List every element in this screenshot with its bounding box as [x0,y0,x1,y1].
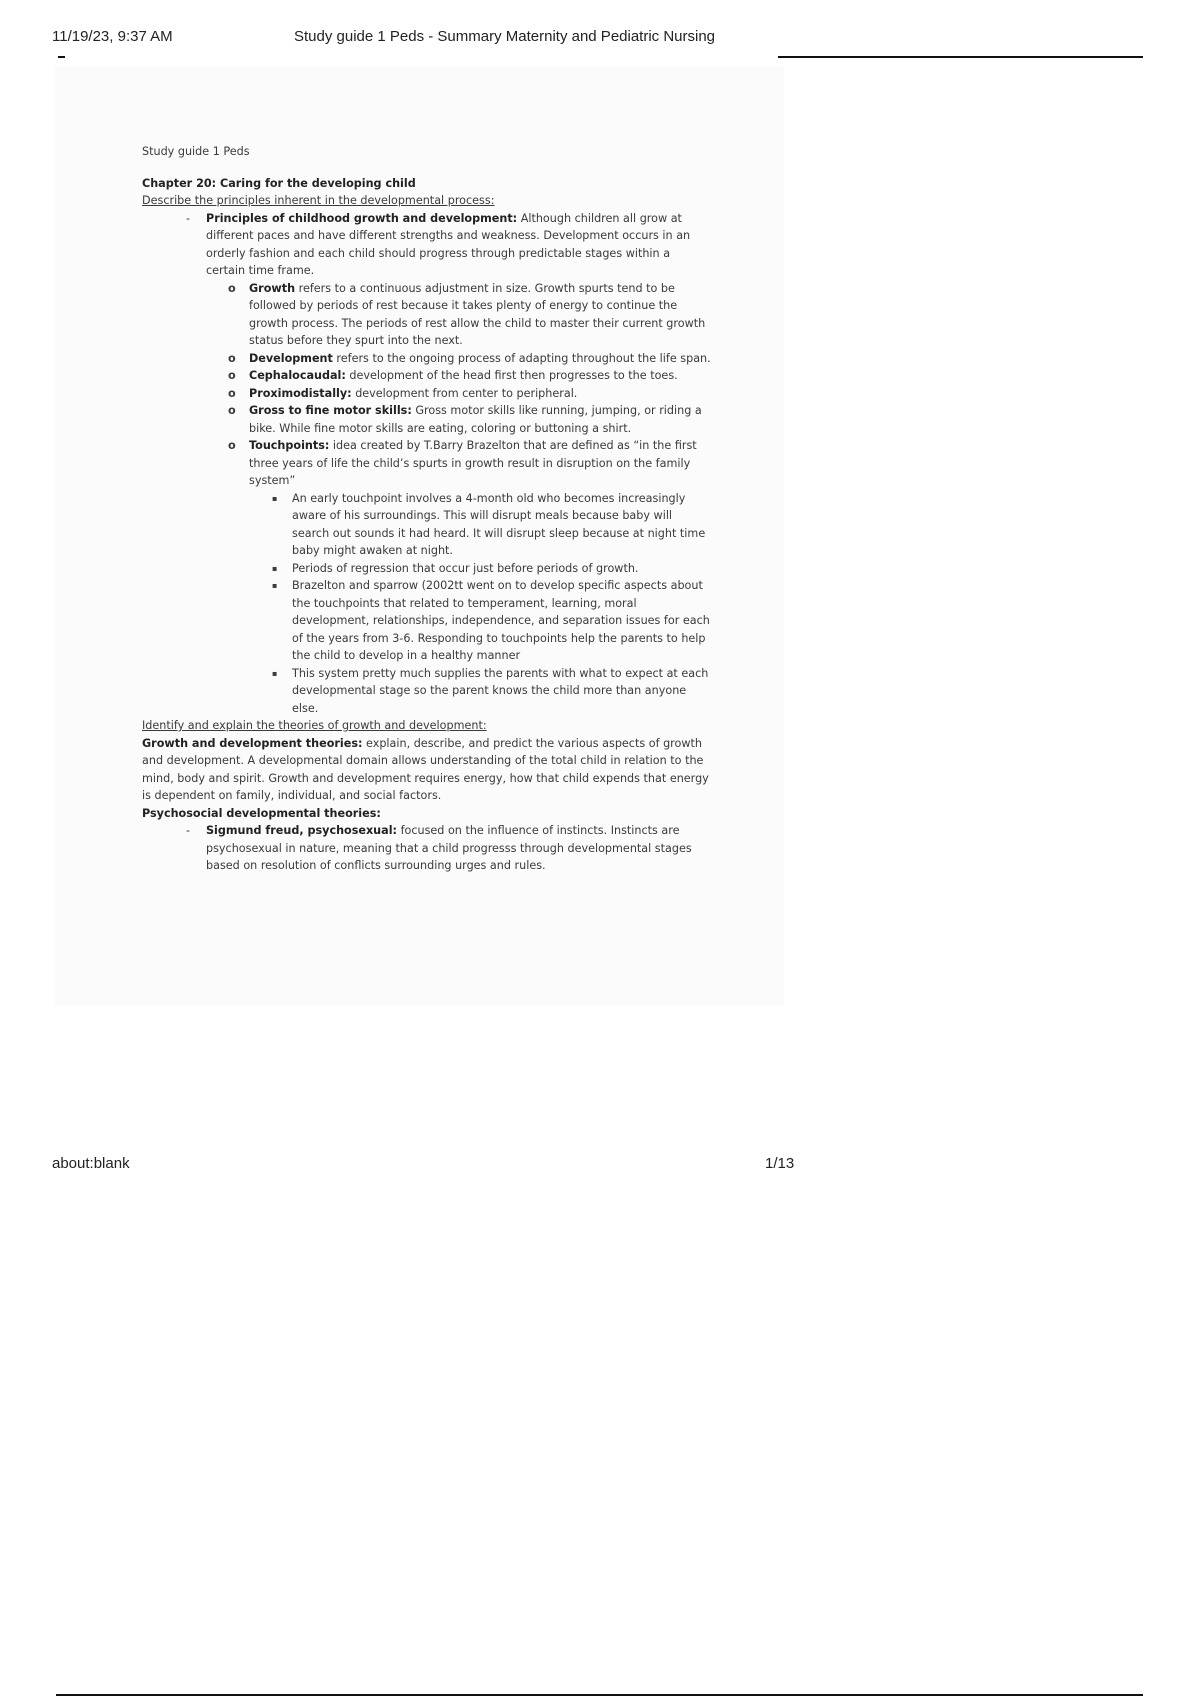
freud-item [142,822,712,875]
circle-marker: o [228,351,236,365]
square-bullet-marker: ▪ [272,493,278,503]
print-url: about:blank [52,1155,130,1172]
doc-title: Study guide 1 Peds [142,145,250,158]
circle-marker: o [228,404,236,417]
item-text: refers to the ongoing process of adapting throughout the life span. [332,351,711,365]
document-body [142,143,712,875]
chapter-heading: Chapter 20: Caring for the developing child [142,176,416,190]
touchpoint-bullet [142,665,712,718]
item-term: Gross to fine motor skills: [249,404,412,417]
gd-theories-paragraph [142,735,712,805]
item-text: refers to a continuous adjustment in size. Growth spurts tend to be followed by periods of rest because it takes plenty of energy to continue the growth process. The periods of rest allow the child to master their current growth status before they spurt into the next. [249,281,706,347]
item-text: Gross motor skills like running, jumping, or riding a bike. While fine motor skills are eating, coloring or buttoning a shirt. [249,404,702,435]
item-term: Cephalocaudal: [249,369,346,382]
square-bullet-marker: ▪ [272,668,278,678]
item-text: Although children all grow at different paces and have different strengths and weakness. Development occurs in an orderly fashion and each child should progress through predictable stages within a certain time frame. [206,211,691,277]
item-text: development from center to peripheral. [351,386,578,400]
circle-marker: o [228,281,236,295]
footer-rule [56,1694,1143,1696]
objective-2: Identify and explain the theories of growth and development: [142,719,487,732]
cephalocaudal-item [142,367,712,385]
touchpoint-bullet [142,577,712,665]
touchpoints-item [142,437,712,490]
item-term: Proximodistally: [249,386,352,400]
circle-marker: o [228,369,236,382]
item-term: Development [249,351,333,365]
print-datetime: 11/19/23, 9:37 AM [52,28,173,45]
header-tick [58,56,65,58]
touchpoint-bullet [142,490,712,560]
circle-marker: o [228,386,236,400]
dash-marker: - [186,211,191,225]
item-term: Principles of childhood growth and development: [206,211,518,225]
item-text: development of the head first then progresses to the toes. [345,369,678,382]
square-bullet-marker: ▪ [272,563,278,573]
item-term: Touchpoints: [249,439,330,452]
bullet-text: Periods of regression that occur just before periods of growth. [292,561,639,575]
print-title: Study guide 1 Peds - Summary Maternity and Pediatric Nursing [294,28,716,45]
principles-item [142,210,712,280]
bullet-text: This system pretty much supplies the parents with what to expect at each developmental stage so the parent knows the child more than anyone else. [292,666,709,715]
item-text: explain, describe, and predict the various aspects of growth and development. A developmental domain allows understanding of the total child in relation to the mind, body and spirit. Growth and development requires energy, how that child expends that energy is dependent on family, individual, and social factors. [142,736,709,802]
item-term: Growth and development theories: [142,736,363,750]
item-text: idea created by T.Barry Brazelton that are defined as “in the first three years of life the child’s spurts in growth result in disruption on the family system” [249,439,697,487]
proximodistally-item [142,385,712,403]
objective-1: Describe the principles inherent in the developmental process: [142,194,495,207]
dash-marker: - [186,824,191,837]
motor-skills-item [142,402,712,437]
bullet-text: An early touchpoint involves a 4-month old who becomes increasingly aware of his surroundings. This will disrupt meals because baby will search out sounds it had heard. It will disrupt sleep because at night time baby might awaken at night. [292,491,706,557]
psychosocial-heading: Psychosocial developmental theories: [142,806,381,820]
growth-item [142,280,712,350]
item-text: focused on the influence of instincts. Instincts are psychosexual in nature, meaning that a child progresss through developmental stages based on resolution of conflicts surrounding urges and rules. [206,824,692,872]
page-number: 1/13 [765,1155,795,1172]
header-rule [778,56,1143,58]
development-item [142,350,712,368]
touchpoint-bullet [142,560,712,578]
item-term: Growth [249,281,296,295]
item-term: Sigmund freud, psychosexual: [206,824,398,837]
bullet-text: Brazelton and sparrow (2002tt went on to develop specific aspects about the touchpoints that related to temperament, learning, moral development, relationships, independence, and separation issues for each of the years from 3-6. Responding to touchpoints help the parents to help the child to develop in a healthy manner [292,579,710,662]
circle-marker: o [228,439,236,452]
square-bullet-marker: ▪ [272,581,278,590]
